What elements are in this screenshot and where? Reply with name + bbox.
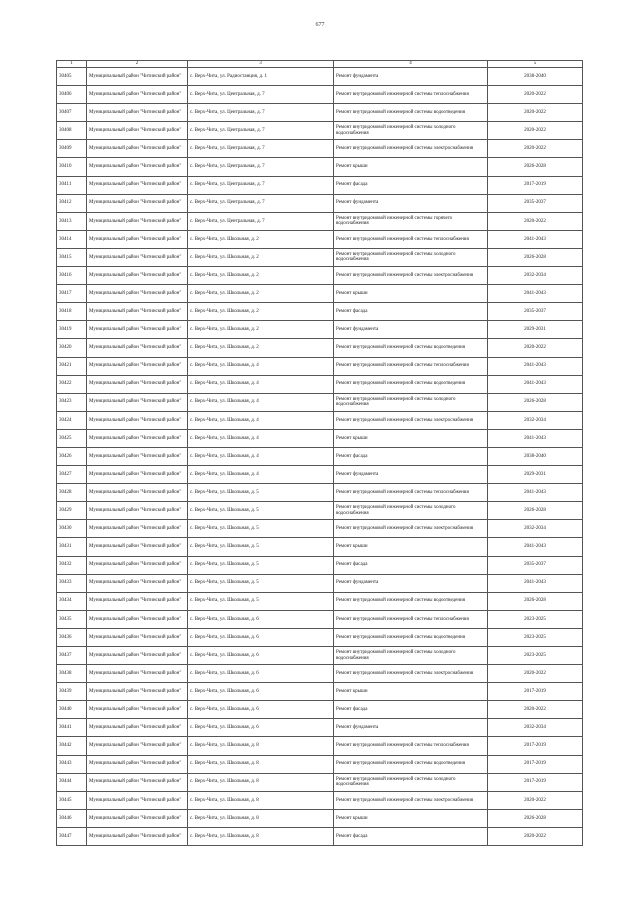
table-row	[57, 158, 583, 176]
row-number: 30413	[57, 212, 87, 230]
municipality-cell: Муниципальный район "Читинский район"	[87, 393, 188, 411]
table-row	[57, 484, 583, 502]
work-type-cell: Ремонт внутридомовой инженерной системы водоотведения	[334, 375, 488, 393]
address-cell: с. Верх-Чита, ул. Школьная, д. 4	[188, 411, 334, 429]
period-cell: 2017-2019	[488, 683, 583, 701]
period-cell: 2026-2028	[488, 592, 583, 610]
row-number: 30410	[57, 158, 87, 176]
table-row	[57, 809, 583, 827]
row-number: 30430	[57, 520, 87, 538]
row-number: 30423	[57, 393, 87, 411]
period-cell: 2041-2043	[488, 574, 583, 592]
row-number: 30408	[57, 122, 87, 140]
period-cell: 2035-2037	[488, 194, 583, 212]
table-row	[57, 267, 583, 285]
row-number: 30411	[57, 176, 87, 194]
address-cell: с. Верх-Чита, ул. Школьная, д. 5	[188, 556, 334, 574]
period-cell: 2035-2037	[488, 303, 583, 321]
address-cell: с. Верх-Чита, ул. Центральная, д. 7	[188, 194, 334, 212]
address-cell: с. Верх-Чита, ул. Школьная, д. 4	[188, 375, 334, 393]
work-type-cell: Ремонт внутридомовой инженерной системы электроснабжения	[334, 140, 488, 158]
row-number: 30441	[57, 719, 87, 737]
address-cell: с. Верх-Чита, ул. Школьная, д. 5	[188, 538, 334, 556]
address-cell: с. Верх-Чита, ул. Школьная, д. 6	[188, 719, 334, 737]
address-cell: с. Верх-Чита, ул. Школьная, д. 8	[188, 791, 334, 809]
address-cell: с. Верх-Чита, ул. Школьная, д. 2	[188, 321, 334, 339]
municipality-cell: Муниципальный район "Читинский район"	[87, 647, 188, 665]
work-type-cell: Ремонт фундамента	[334, 574, 488, 592]
table-row	[57, 556, 583, 574]
table-row	[57, 502, 583, 520]
municipality-cell: Муниципальный район "Читинский район"	[87, 267, 188, 285]
period-cell: 2032-2034	[488, 520, 583, 538]
column-header: 2	[87, 61, 188, 68]
row-number: 30432	[57, 556, 87, 574]
address-cell: с. Верх-Чита, ул. Школьная, д. 2	[188, 230, 334, 248]
municipality-cell: Муниципальный район "Читинский район"	[87, 719, 188, 737]
table-row	[57, 791, 583, 809]
period-cell: 2032-2034	[488, 411, 583, 429]
row-number: 30417	[57, 285, 87, 303]
period-cell: 2020-2022	[488, 339, 583, 357]
row-number: 30412	[57, 194, 87, 212]
municipality-cell: Муниципальный район "Читинский район"	[87, 357, 188, 375]
table-row	[57, 538, 583, 556]
municipality-cell: Муниципальный район "Читинский район"	[87, 683, 188, 701]
municipality-cell: Муниципальный район "Читинский район"	[87, 429, 188, 447]
period-cell: 2017-2019	[488, 176, 583, 194]
work-type-cell: Ремонт внутридомовой инженерной системы теплоснабжения	[334, 737, 488, 755]
municipality-cell: Муниципальный район "Читинский район"	[87, 339, 188, 357]
period-cell: 2026-2028	[488, 248, 583, 266]
work-type-cell: Ремонт фасада	[334, 827, 488, 845]
period-cell: 2041-2043	[488, 285, 583, 303]
municipality-cell: Муниципальный район "Читинский район"	[87, 592, 188, 610]
table-row	[57, 701, 583, 719]
row-number: 30443	[57, 755, 87, 773]
municipality-cell: Муниципальный район "Читинский район"	[87, 809, 188, 827]
header-row	[57, 61, 583, 68]
municipality-cell: Муниципальный район "Читинский район"	[87, 737, 188, 755]
municipality-cell: Муниципальный район "Читинский район"	[87, 610, 188, 628]
page-number: 677	[315, 22, 325, 28]
repair-schedule-table	[56, 60, 583, 846]
period-cell: 2017-2019	[488, 755, 583, 773]
address-cell: с. Верх-Чита, ул. Школьная, д. 2	[188, 339, 334, 357]
address-cell: с. Верх-Чита, ул. Центральная, д. 7	[188, 122, 334, 140]
municipality-cell: Муниципальный район "Читинский район"	[87, 140, 188, 158]
row-number: 30425	[57, 429, 87, 447]
municipality-cell: Муниципальный район "Читинский район"	[87, 447, 188, 465]
table-row	[57, 628, 583, 646]
table-row	[57, 86, 583, 104]
row-number: 30409	[57, 140, 87, 158]
row-number: 30426	[57, 447, 87, 465]
period-cell: 2023-2025	[488, 647, 583, 665]
address-cell: с. Верх-Чита, ул. Школьная, д. 8	[188, 737, 334, 755]
work-type-cell: Ремонт фундамента	[334, 466, 488, 484]
row-number: 30421	[57, 357, 87, 375]
municipality-cell: Муниципальный район "Читинский район"	[87, 701, 188, 719]
table-row	[57, 447, 583, 465]
table-row	[57, 647, 583, 665]
municipality-cell: Муниципальный район "Читинский район"	[87, 466, 188, 484]
work-type-cell: Ремонт фасада	[334, 701, 488, 719]
work-type-cell: Ремонт крыши	[334, 683, 488, 701]
row-number: 30445	[57, 791, 87, 809]
municipality-cell: Муниципальный район "Читинский район"	[87, 556, 188, 574]
address-cell: с. Верх-Чита, ул. Школьная, д. 5	[188, 520, 334, 538]
column-header: 4	[334, 61, 488, 68]
address-cell: с. Верх-Чита, ул. Школьная, д. 2	[188, 248, 334, 266]
table-row	[57, 466, 583, 484]
address-cell: с. Верх-Чита, ул. Школьная, д. 8	[188, 755, 334, 773]
address-cell: с. Верх-Чита, ул. Школьная, д. 4	[188, 447, 334, 465]
column-header: 3	[188, 61, 334, 68]
row-number: 30428	[57, 484, 87, 502]
period-cell: 2041-2043	[488, 538, 583, 556]
table-row	[57, 285, 583, 303]
table-row	[57, 610, 583, 628]
row-number: 30415	[57, 248, 87, 266]
address-cell: с. Верх-Чита, ул. Школьная, д. 6	[188, 647, 334, 665]
table-row	[57, 773, 583, 791]
work-type-cell: Ремонт крыши	[334, 158, 488, 176]
period-cell: 2038-2040	[488, 447, 583, 465]
work-type-cell: Ремонт внутридомовой инженерной системы электроснабжения	[334, 791, 488, 809]
work-type-cell: Ремонт внутридомовой инженерной системы электроснабжения	[334, 267, 488, 285]
row-number: 30420	[57, 339, 87, 357]
municipality-cell: Муниципальный район "Читинский район"	[87, 122, 188, 140]
municipality-cell: Муниципальный район "Читинский район"	[87, 321, 188, 339]
municipality-cell: Муниципальный район "Читинский район"	[87, 520, 188, 538]
row-number: 30439	[57, 683, 87, 701]
table-row	[57, 303, 583, 321]
work-type-cell: Ремонт внутридомовой инженерной системы электроснабжения	[334, 665, 488, 683]
period-cell: 2023-2025	[488, 628, 583, 646]
work-type-cell: Ремонт внутридомовой инженерной системы теплоснабжения	[334, 484, 488, 502]
table-row	[57, 520, 583, 538]
work-type-cell: Ремонт внутридомовой инженерной системы электроснабжения	[334, 411, 488, 429]
municipality-cell: Муниципальный район "Читинский район"	[87, 628, 188, 646]
work-type-cell: Ремонт внутридомовой инженерной системы водоотведения	[334, 592, 488, 610]
period-cell: 2041-2043	[488, 230, 583, 248]
row-number: 30422	[57, 375, 87, 393]
row-number: 30407	[57, 104, 87, 122]
table-row	[57, 339, 583, 357]
row-number: 30427	[57, 466, 87, 484]
work-type-cell: Ремонт внутридомовой инженерной системы горячего водоснабжения	[334, 212, 488, 230]
address-cell: с. Верх-Чита, ул. Школьная, д. 6	[188, 610, 334, 628]
row-number: 30419	[57, 321, 87, 339]
period-cell: 2020-2022	[488, 701, 583, 719]
row-number: 30437	[57, 647, 87, 665]
table-row	[57, 393, 583, 411]
period-cell: 2026-2028	[488, 809, 583, 827]
work-type-cell: Ремонт фундамента	[334, 194, 488, 212]
table-row	[57, 176, 583, 194]
period-cell: 2029-2031	[488, 466, 583, 484]
municipality-cell: Муниципальный район "Читинский район"	[87, 104, 188, 122]
period-cell: 2026-2028	[488, 158, 583, 176]
work-type-cell: Ремонт внутридомовой инженерной системы водоотведения	[334, 755, 488, 773]
table-row	[57, 104, 583, 122]
row-number: 30446	[57, 809, 87, 827]
work-type-cell: Ремонт внутридомовой инженерной системы холодного водоснабжения	[334, 122, 488, 140]
period-cell: 2026-2028	[488, 502, 583, 520]
work-type-cell: Ремонт внутридомовой инженерной системы холодного водоснабжения	[334, 393, 488, 411]
address-cell: с. Верх-Чита, ул. Школьная, д. 8	[188, 809, 334, 827]
municipality-cell: Муниципальный район "Читинский район"	[87, 791, 188, 809]
address-cell: с. Верх-Чита, ул. Школьная, д. 4	[188, 466, 334, 484]
municipality-cell: Муниципальный район "Читинский район"	[87, 158, 188, 176]
period-cell: 2020-2022	[488, 86, 583, 104]
address-cell: с. Верх-Чита, ул. Школьная, д. 8	[188, 773, 334, 791]
municipality-cell: Муниципальный район "Читинский район"	[87, 411, 188, 429]
row-number: 30405	[57, 68, 87, 86]
municipality-cell: Муниципальный район "Читинский район"	[87, 755, 188, 773]
address-cell: с. Верх-Чита, ул. Школьная, д. 5	[188, 502, 334, 520]
work-type-cell: Ремонт внутридомовой инженерной системы теплоснабжения	[334, 86, 488, 104]
work-type-cell: Ремонт внутридомовой инженерной системы холодного водоснабжения	[334, 647, 488, 665]
address-cell: с. Верх-Чита, ул. Центральная, д. 7	[188, 176, 334, 194]
municipality-cell: Муниципальный район "Читинский район"	[87, 248, 188, 266]
municipality-cell: Муниципальный район "Читинский район"	[87, 574, 188, 592]
table-row	[57, 122, 583, 140]
work-type-cell: Ремонт крыши	[334, 809, 488, 827]
row-number: 30440	[57, 701, 87, 719]
address-cell: с. Верх-Чита, ул. Школьная, д. 4	[188, 393, 334, 411]
period-cell: 2038-2040	[488, 68, 583, 86]
row-number: 30434	[57, 592, 87, 610]
address-cell: с. Верх-Чита, ул. Центральная, д. 7	[188, 158, 334, 176]
municipality-cell: Муниципальный район "Читинский район"	[87, 665, 188, 683]
table-row	[57, 755, 583, 773]
table-row	[57, 574, 583, 592]
address-cell: с. Верх-Чита, ул. Центральная, д. 7	[188, 86, 334, 104]
work-type-cell: Ремонт внутридомовой инженерной системы теплоснабжения	[334, 610, 488, 628]
municipality-cell: Муниципальный район "Читинский район"	[87, 194, 188, 212]
work-type-cell: Ремонт фасада	[334, 447, 488, 465]
work-type-cell: Ремонт фундамента	[334, 719, 488, 737]
period-cell: 2041-2043	[488, 357, 583, 375]
address-cell: с. Верх-Чита, ул. Центральная, д. 7	[188, 140, 334, 158]
municipality-cell: Муниципальный район "Читинский район"	[87, 230, 188, 248]
work-type-cell: Ремонт внутридомовой инженерной системы теплоснабжения	[334, 230, 488, 248]
address-cell: с. Верх-Чита, ул. Школьная, д. 2	[188, 267, 334, 285]
table-row	[57, 140, 583, 158]
work-type-cell: Ремонт внутридомовой инженерной системы холодного водоснабжения	[334, 248, 488, 266]
address-cell: с. Верх-Чита, ул. Центральная, д. 7	[188, 212, 334, 230]
table-row	[57, 212, 583, 230]
table-row	[57, 429, 583, 447]
address-cell: с. Верх-Чита, ул. Центральная, д. 7	[188, 104, 334, 122]
work-type-cell: Ремонт фундамента	[334, 68, 488, 86]
row-number: 30444	[57, 773, 87, 791]
table-row	[57, 375, 583, 393]
period-cell: 2020-2022	[488, 122, 583, 140]
column-header: 1	[57, 61, 87, 68]
table-row	[57, 194, 583, 212]
municipality-cell: Муниципальный район "Читинский район"	[87, 538, 188, 556]
table-row	[57, 827, 583, 845]
address-cell: с. Верх-Чита, ул. Школьная, д. 2	[188, 303, 334, 321]
period-cell: 2017-2019	[488, 737, 583, 755]
address-cell: с. Верх-Чита, ул. Школьная, д. 8	[188, 827, 334, 845]
period-cell: 2029-2031	[488, 321, 583, 339]
municipality-cell: Муниципальный район "Читинский район"	[87, 827, 188, 845]
period-cell: 2032-2034	[488, 267, 583, 285]
municipality-cell: Муниципальный район "Читинский район"	[87, 86, 188, 104]
work-type-cell: Ремонт внутридомовой инженерной системы водоотведения	[334, 339, 488, 357]
period-cell: 2020-2022	[488, 665, 583, 683]
period-cell: 2020-2022	[488, 827, 583, 845]
municipality-cell: Муниципальный район "Читинский район"	[87, 285, 188, 303]
table-row	[57, 321, 583, 339]
table-row	[57, 230, 583, 248]
municipality-cell: Муниципальный район "Читинский район"	[87, 484, 188, 502]
address-cell: с. Верх-Чита, ул. Школьная, д. 4	[188, 357, 334, 375]
table-row	[57, 592, 583, 610]
municipality-cell: Муниципальный район "Читинский район"	[87, 303, 188, 321]
column-header: 5	[488, 61, 583, 68]
address-cell: с. Верх-Чита, ул. Школьная, д. 5	[188, 592, 334, 610]
address-cell: с. Верх-Чита, ул. Школьная, д. 5	[188, 574, 334, 592]
address-cell: с. Верх-Чита, ул. Школьная, д. 5	[188, 484, 334, 502]
address-cell: с. Верх-Чита, ул. Школьная, д. 6	[188, 628, 334, 646]
table-row	[57, 357, 583, 375]
period-cell: 2041-2043	[488, 484, 583, 502]
work-type-cell: Ремонт внутридомовой инженерной системы электроснабжения	[334, 520, 488, 538]
address-cell: с. Верх-Чита, ул. Школьная, д. 2	[188, 285, 334, 303]
period-cell: 2041-2043	[488, 375, 583, 393]
table-row	[57, 683, 583, 701]
address-cell: с. Верх-Чита, ул. Радиостанция, д. 1	[188, 68, 334, 86]
table-row	[57, 68, 583, 86]
row-number: 30429	[57, 502, 87, 520]
period-cell: 2023-2025	[488, 610, 583, 628]
work-type-cell: Ремонт крыши	[334, 429, 488, 447]
municipality-cell: Муниципальный район "Читинский район"	[87, 375, 188, 393]
period-cell: 2035-2037	[488, 556, 583, 574]
municipality-cell: Муниципальный район "Читинский район"	[87, 176, 188, 194]
address-cell: с. Верх-Чита, ул. Школьная, д. 6	[188, 665, 334, 683]
work-type-cell: Ремонт внутридомовой инженерной системы водоотведения	[334, 104, 488, 122]
work-type-cell: Ремонт внутридомовой инженерной системы холодного водоснабжения	[334, 773, 488, 791]
row-number: 30433	[57, 574, 87, 592]
table-row	[57, 737, 583, 755]
row-number: 30414	[57, 230, 87, 248]
table-row	[57, 719, 583, 737]
municipality-cell: Муниципальный район "Читинский район"	[87, 212, 188, 230]
period-cell: 2020-2022	[488, 104, 583, 122]
address-cell: с. Верх-Чита, ул. Школьная, д. 6	[188, 683, 334, 701]
row-number: 30424	[57, 411, 87, 429]
period-cell: 2017-2019	[488, 773, 583, 791]
period-cell: 2032-2034	[488, 719, 583, 737]
work-type-cell: Ремонт фасада	[334, 176, 488, 194]
work-type-cell: Ремонт фасада	[334, 303, 488, 321]
table-row	[57, 411, 583, 429]
work-type-cell: Ремонт внутридомовой инженерной системы холодного водоснабжения	[334, 502, 488, 520]
work-type-cell: Ремонт внутридомовой инженерной системы теплоснабжения	[334, 357, 488, 375]
work-type-cell: Ремонт крыши	[334, 285, 488, 303]
work-type-cell: Ремонт фундамента	[334, 321, 488, 339]
row-number: 30416	[57, 267, 87, 285]
municipality-cell: Муниципальный район "Читинский район"	[87, 773, 188, 791]
row-number: 30436	[57, 628, 87, 646]
period-cell: 2020-2022	[488, 212, 583, 230]
period-cell: 2020-2022	[488, 140, 583, 158]
row-number: 30435	[57, 610, 87, 628]
work-type-cell: Ремонт внутридомовой инженерной системы водоотведения	[334, 628, 488, 646]
work-type-cell: Ремонт фасада	[334, 556, 488, 574]
row-number: 30438	[57, 665, 87, 683]
row-number: 30431	[57, 538, 87, 556]
row-number: 30447	[57, 827, 87, 845]
municipality-cell: Муниципальный район "Читинский район"	[87, 502, 188, 520]
work-type-cell: Ремонт крыши	[334, 538, 488, 556]
table-row	[57, 248, 583, 266]
address-cell: с. Верх-Чита, ул. Школьная, д. 6	[188, 701, 334, 719]
address-cell: с. Верх-Чита, ул. Школьная, д. 4	[188, 429, 334, 447]
period-cell: 2026-2028	[488, 393, 583, 411]
period-cell: 2041-2043	[488, 429, 583, 447]
row-number: 30418	[57, 303, 87, 321]
row-number: 30442	[57, 737, 87, 755]
row-number: 30406	[57, 86, 87, 104]
table-row	[57, 665, 583, 683]
period-cell: 2020-2022	[488, 791, 583, 809]
municipality-cell: Муниципальный район "Читинский район"	[87, 68, 188, 86]
